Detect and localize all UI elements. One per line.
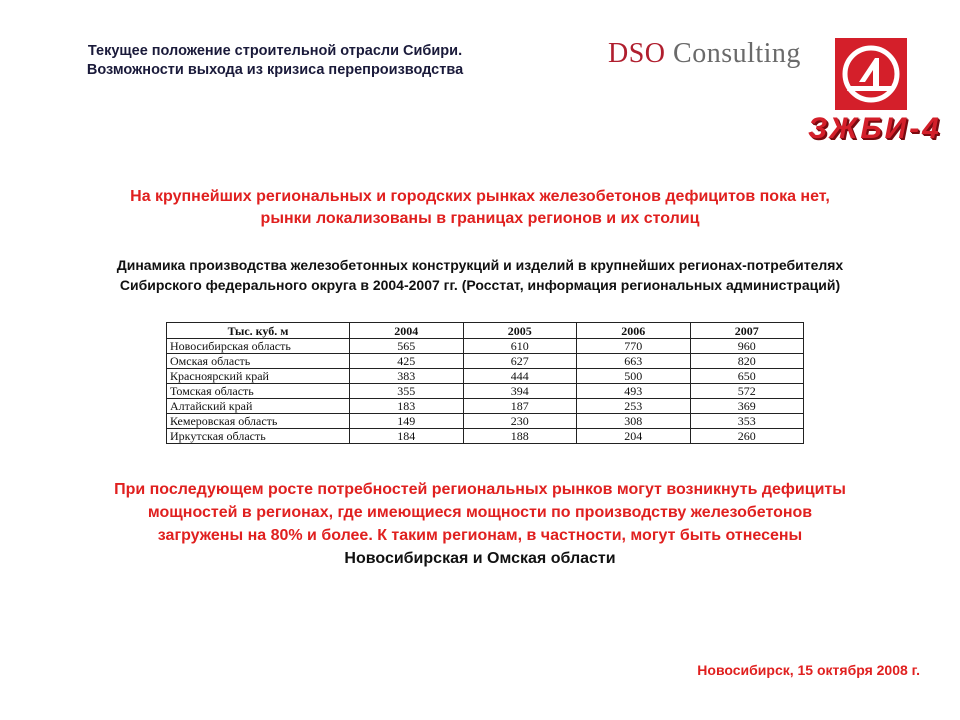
table-caption [40, 255, 920, 295]
table-row [167, 339, 804, 354]
conclusion-line1: При последующем росте потребностей региональных рынков могут возникнуть дефициты [114, 481, 846, 498]
value-cell: 663 [577, 354, 691, 369]
table-header-row [167, 323, 804, 339]
conclusion-line3: загружены на 80% и более. К таким регионам, в частности, могут быть отнесены [157, 527, 803, 544]
value-cell: 627 [463, 354, 577, 369]
presentation-title-line2: Возможности выхода из кризиса перепроизводства [86, 62, 464, 78]
value-cell: 394 [463, 384, 577, 399]
value-cell: 187 [463, 399, 577, 414]
value-cell: 610 [463, 339, 577, 354]
value-cell: 149 [350, 414, 464, 429]
production-table [166, 322, 804, 444]
brand-name-part1: DSO [608, 38, 666, 69]
value-cell: 425 [350, 354, 464, 369]
value-cell: 183 [350, 399, 464, 414]
value-cell: 260 [690, 429, 804, 444]
conclusion-line2: мощностей в регионах, где имеющиеся мощности по производству железобетонов [147, 504, 813, 521]
table-row [167, 354, 804, 369]
presentation-title-line1: Текущее положение строительной отрасли Сибири. [87, 43, 463, 59]
table-header-cell: 2006 [577, 323, 691, 339]
region-cell: Кемеровская область [167, 414, 350, 429]
headline-line1: На крупнейших региональных и городских рынках железобетонов дефицитов пока нет, [130, 188, 830, 205]
table-row [167, 369, 804, 384]
table-caption-line2: Сибирского федерального округа в 2004-2007 гг. (Росстат, информация региональных администраций) [119, 277, 841, 293]
value-cell: 184 [350, 429, 464, 444]
region-cell: Омская область [167, 354, 350, 369]
value-cell: 230 [463, 414, 577, 429]
value-cell: 188 [463, 429, 577, 444]
brand-name-part2: Consulting [673, 38, 801, 69]
region-cell: Иркутская область [167, 429, 350, 444]
conclusion-text [40, 478, 920, 570]
value-cell: 650 [690, 369, 804, 384]
table-row [167, 429, 804, 444]
region-cell: Алтайский край [167, 399, 350, 414]
conclusion-line4: Новосибирская и Омская области [344, 550, 616, 567]
value-cell: 572 [690, 384, 804, 399]
table-header-cell: 2007 [690, 323, 804, 339]
production-table-container [166, 322, 804, 444]
value-cell: 960 [690, 339, 804, 354]
region-cell: Новосибирская область [167, 339, 350, 354]
footer-date-location: Новосибирск, 15 октября 2008 г. [697, 662, 920, 678]
table-row [167, 414, 804, 429]
value-cell: 308 [577, 414, 691, 429]
region-cell: Томская область [167, 384, 350, 399]
value-cell: 355 [350, 384, 464, 399]
logo-wordmark: ЗЖБИ-4 [808, 112, 942, 145]
presentation-title [40, 42, 510, 80]
value-cell: 565 [350, 339, 464, 354]
brand-name [608, 38, 801, 70]
table-caption-line1: Динамика производства железобетонных конструкций и изделий в крупнейших регионах-потребителях [116, 257, 844, 273]
headline-line2: рынки локализованы в границах регионов и их столиц [260, 210, 700, 227]
zhbi4-logo-icon [835, 38, 907, 110]
value-cell: 369 [690, 399, 804, 414]
value-cell: 253 [577, 399, 691, 414]
value-cell: 770 [577, 339, 691, 354]
table-header-cell: Тыс. куб. м [167, 323, 350, 339]
value-cell: 444 [463, 369, 577, 384]
headline [40, 186, 920, 230]
value-cell: 204 [577, 429, 691, 444]
region-cell: Красноярский край [167, 369, 350, 384]
table-header-cell: 2004 [350, 323, 464, 339]
table-row [167, 384, 804, 399]
value-cell: 353 [690, 414, 804, 429]
value-cell: 500 [577, 369, 691, 384]
value-cell: 493 [577, 384, 691, 399]
value-cell: 820 [690, 354, 804, 369]
table-row [167, 399, 804, 414]
table-header-cell: 2005 [463, 323, 577, 339]
value-cell: 383 [350, 369, 464, 384]
